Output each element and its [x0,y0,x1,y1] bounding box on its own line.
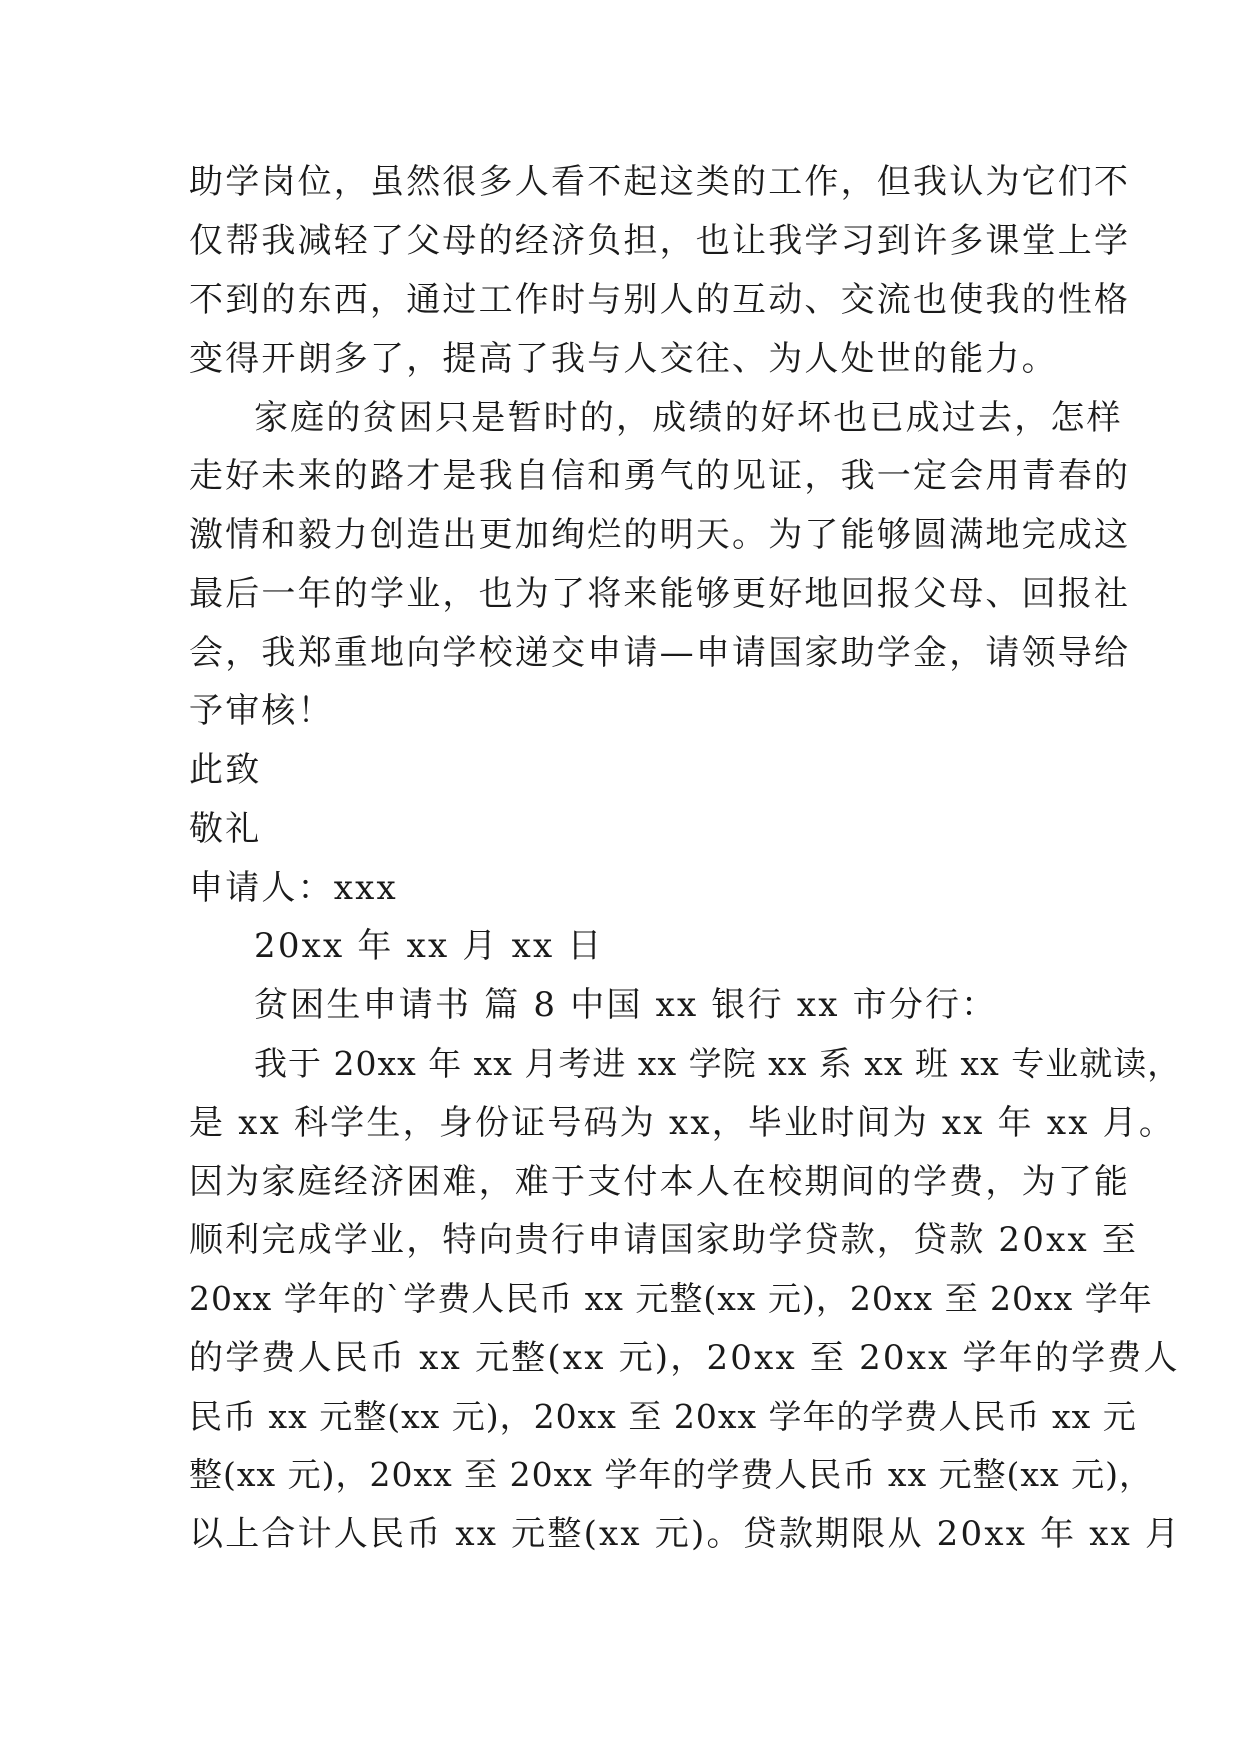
paragraph-line: 整(xx 元)，20xx 至 20xx 学年的学费人民币 xx 元整(xx 元)， [189,1455,1154,1494]
paragraph-line: 民币 xx 元整(xx 元)，20xx 至 20xx 学年的学费人民币 xx 元 [189,1397,1137,1436]
paragraph-line: 走好未来的路才是我自信和勇气的见证，我一定会用青春的 [189,456,1131,496]
paragraph-line: 家庭的贫困只是暂时的，成绩的好坏也已成过去，怎样 [254,398,1123,438]
paragraph-line: 变得开朗多了，提高了我与人交往、为人处世的能力。 [189,339,1058,379]
paragraph-line: 是 xx 科学生，身份证号码为 xx，毕业时间为 xx 年 xx 月。 [189,1103,1176,1143]
paragraph-line: 顺利完成学业，特向贵行申请国家助学贷款，贷款 20xx 至 [189,1220,1139,1260]
applicant-line: 申请人：xxx [189,868,398,908]
paragraph-line: 最后一年的学业，也为了将来能够更好地回报父母、回报社 [189,574,1131,614]
paragraph-line: 激情和毅力创造出更加绚烂的明天。为了能够圆满地完成这 [189,515,1131,555]
paragraph-line: 会，我郑重地向学校递交申请—申请国家助学金，请领导给 [189,633,1131,673]
date-line: 20xx 年 xx 月 xx 日 [254,926,604,966]
closing-line: 此致 [189,750,262,790]
paragraph-line: 我于 20xx 年 xx 月考进 xx 学院 xx 系 xx 班 xx 专业就读， [254,1044,1182,1083]
paragraph-line: 20xx 学年的`学费人民币 xx 元整(xx 元)，20xx 至 20xx 学年 [189,1279,1153,1318]
paragraph-line: 仅帮我减轻了父母的经济负担，也让我学习到许多课堂上学 [189,221,1131,261]
paragraph-line: 因为家庭经济困难，难于支付本人在校期间的学费，为了能 [189,1162,1131,1202]
paragraph-line: 不到的东西，通过工作时与别人的互动、交流也使我的性格 [189,280,1131,320]
paragraph-line: 予审核！ [189,691,334,731]
section-heading: 贫困生申请书 篇 8 中国 xx 银行 xx 市分行： [254,985,998,1025]
paragraph-line: 助学岗位，虽然很多人看不起这类的工作，但我认为它们不 [189,162,1131,202]
paragraph-line: 以上合计人民币 xx 元整(xx 元)。贷款期限从 20xx 年 xx 月 [189,1514,1182,1554]
closing-line: 敬礼 [189,809,262,849]
paragraph-line: 的学费人民币 xx 元整(xx 元)，20xx 至 20xx 学年的学费人 [189,1338,1180,1378]
